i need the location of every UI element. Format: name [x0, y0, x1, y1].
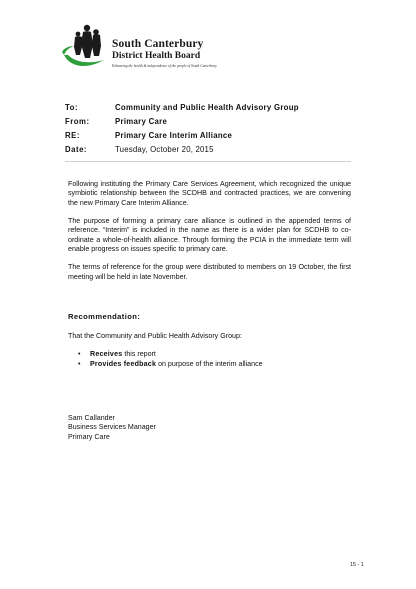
recommendation-item-bold: Provides feedback — [90, 359, 157, 368]
signature-department: Primary Care — [68, 432, 110, 441]
body-paragraph-1: Following instituting the Primary Care Services Agreement, which recognized the unique symbiotic relationship between the SCDHB and contracted practices, we are convening the new Primary Care Interim Alliance. — [68, 180, 351, 207]
logo-name-line2: District Health Board — [112, 51, 201, 61]
date-label: Date: — [65, 144, 87, 154]
header-divider — [65, 161, 351, 162]
from-value: Primary Care — [115, 116, 168, 126]
recommendation-item — [78, 360, 263, 370]
body-paragraph-2: The purpose of forming a primary care alliance is outlined in the appended terms of reference. “Interim” is included in the name as there is a wider plan for SCDHB to co-ordinate a whole-of-health alliance. Through forming the PCIA in the immediate term will enable progress on issues specific to primary care. — [68, 217, 351, 253]
memo-re-row — [65, 128, 355, 142]
re-label: RE: — [65, 130, 80, 140]
signature-block — [68, 414, 156, 442]
memo-header — [65, 100, 355, 156]
recommendation-intro: That the Community and Public Health Advisory Group: — [68, 332, 242, 340]
memo-body — [68, 180, 351, 291]
recommendation-item-text: this report — [122, 350, 156, 358]
date-value: Tuesday, October 20, 2015 — [115, 144, 214, 154]
sc-dhb-logo — [60, 22, 220, 74]
memo-to-row — [65, 100, 355, 114]
signature-title: Business Services Manager — [68, 423, 156, 432]
bullet-icon: • — [78, 350, 81, 358]
logo-mark-icon — [60, 22, 112, 74]
recommendation-list — [78, 350, 263, 369]
bullet-icon: • — [78, 359, 81, 368]
from-label: From: — [65, 116, 90, 126]
to-label: To: — [65, 102, 79, 112]
memo-date-row — [65, 142, 355, 156]
logo-tagline: Enhancing the health & independence of the people of South Canterbury — [112, 64, 217, 68]
re-value: Primary Care Interim Alliance — [115, 130, 233, 140]
body-paragraph-3: The terms of reference for the group were distributed to members on 19 October, the first meeting will be held in late November. — [68, 263, 351, 281]
signature-name: Sam Callander — [68, 414, 115, 422]
recommendation-heading: Recommendation: — [68, 312, 141, 321]
recommendation-item — [78, 350, 263, 360]
page-number: 15 - 1 — [350, 562, 364, 568]
memo-from-row — [65, 114, 355, 128]
to-value: Community and Public Health Advisory Group — [115, 102, 299, 112]
logo-name-line1: South Canterbury — [112, 38, 204, 50]
recommendation-item-text: on purpose of the interim alliance — [156, 359, 263, 368]
recommendation-item-bold: Receives — [90, 350, 123, 358]
